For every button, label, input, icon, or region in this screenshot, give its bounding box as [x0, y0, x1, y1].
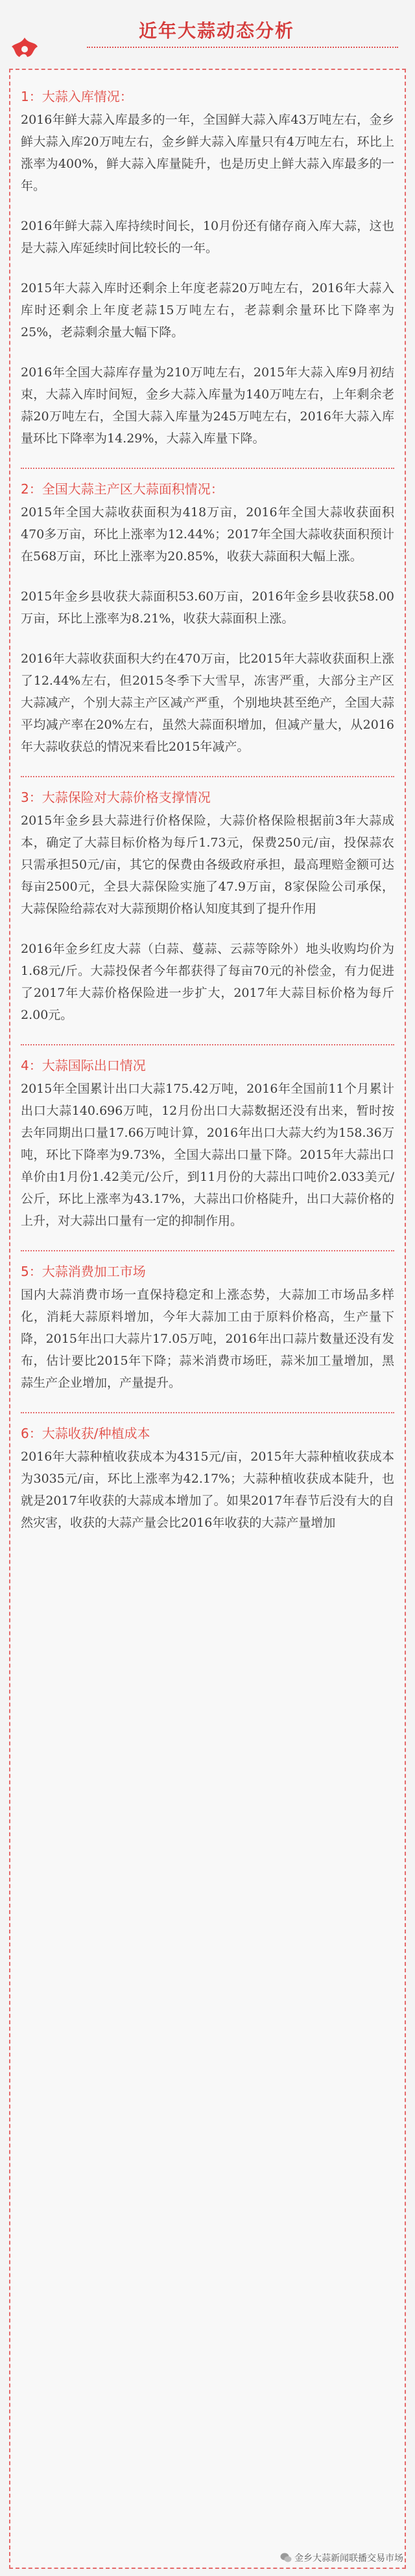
section-5	[21, 1260, 394, 1394]
section-heading: 4：大蒜国际出口情况	[21, 1058, 146, 1073]
section-divider	[21, 776, 394, 777]
paragraph: 2016年大蒜种植收获成本为4315元/亩，2015年大蒜种植收获成本为3035元/亩，环比上涨率为42.17%；大蒜种植收获成本陡升，也就是2017年收获的大蒜成本增加了。如果2017年春节后没有大的自然灾害，收获的大蒜产量会比2016年收获的大蒜产量增加	[21, 1450, 394, 1530]
article-header	[9, 12, 406, 66]
watermark-text: 金乡大蒜新闻联播交易市场	[294, 2553, 403, 2564]
paragraph: 2015年金乡县大蒜进行价格保险，大蒜价格保险根据前3年大蒜成本，确定了大蒜目标价格为每斤1.73元，保费250元/亩，投保蒜农只需承担50元/亩，其它的保费由各级政府承担，最高理赔金额可达每亩2500元，全县大蒜保险实施了47.9万亩，8家保险公司承保，大蒜保险给蒜农对大蒜预期价格认知度其到了提升作用	[21, 814, 394, 916]
section-heading: 2：全国大蒜主产区大蒜面积情况：	[21, 481, 224, 497]
wechat-icon	[280, 2553, 292, 2563]
paragraph: 2015年金乡县收获大蒜面积53.60万亩，2016年金乡县收获58.00万亩，环比上涨率为8.21%，收获大蒜面积上涨。	[21, 589, 394, 626]
section-heading: 3：大蒜保险对大蒜价格支撑情况	[21, 790, 211, 805]
paragraph: 2016年鲜大蒜入库最多的一年，全国鲜大蒜入库43万吨左右，金乡鲜大蒜入库20万吨左右，金乡鲜大蒜入库量只有4万吨左右，环比上涨率为400%，鲜大蒜入库量陡升，也是历史上鲜大蒜入库最多的一年。	[21, 113, 394, 193]
paragraph: 2015年全国累计出口大蒜175.42万吨，2016年全国前11个月累计出口大蒜140.696万吨，12月份出口大蒜数据还没有出来，暂时按去年同期出口量17.66万吨计算，2016年出口大蒜大约为158.36万吨，环比下降率为9.73%，全国大蒜出口量下降。2015年大蒜出口单价由1月份1.42美元/公斤，到11月份的大蒜出口吨价2.033美元/公斤，环比上涨率为43.17%，大蒜出口价格陡升，出口大蒜价格的上升，对大蒜出口量有一定的抑制作用。	[21, 1082, 394, 1228]
section-divider	[21, 1250, 394, 1251]
paragraph: 国内大蒜消费市场一直保持稳定和上涨态势，大蒜加工市场品多样化，消耗大蒜原料增加，今年大蒜加工由于原料价格高，生产量下降，2015年出口大蒜片17.05万吨，2016年出口蒜片数量还没有发布，估计要比2015年下降；蒜米消费市场旺，蒜米加工量增加，黑蒜生产企业增加，产量提升。	[21, 1288, 394, 1390]
section-6	[21, 1422, 394, 1534]
section-4	[21, 1054, 394, 1232]
section-heading: 6：大蒜收获/种植成本	[21, 1426, 150, 1441]
paragraph: 2016年全国大蒜库存量为210万吨左右，2015年大蒜入库9月初结束，大蒜入库时间短，金乡大蒜入库量为140万吨左右，上年剩余老蒜20万吨左右，全国大蒜入库量为245万吨左右，2016年大蒜入库量环比下降率为14.29%，大蒜入库量下降。	[21, 365, 394, 446]
watermark	[280, 2551, 403, 2564]
section-heading: 5：大蒜消费加工市场	[21, 1264, 146, 1279]
content-frame	[9, 69, 406, 2569]
title-divider	[87, 47, 398, 48]
paragraph: 2016年金乡红皮大蒜（白蒜、蔓蒜、云蒜等除外）地头收购均价为1.68元/斤。大蒜投保者今年都获得了每亩70元的补偿金，有力促进了2017年大蒜价格保险进一步扩大，2017年大蒜目标价格为每斤2.00元。	[21, 942, 394, 1022]
section-2	[21, 478, 394, 758]
paragraph: 2015年全国大蒜收获面积为418万亩，2016年全国大蒜收获面积470多万亩，环比上涨率为12.44%；2017年全国大蒜收获面积预计在568万亩，环比上涨率为20.85%，收获大蒜面积大幅上涨。	[21, 505, 394, 564]
section-divider	[21, 1412, 394, 1413]
paragraph: 2016年鲜大蒜入库持续时间长，10月份还有储存商入库大蒜，这也是大蒜入库延续时间比较长的一年。	[21, 219, 394, 255]
section-1	[21, 85, 394, 450]
paragraph: 2016年大蒜收获面积大约在470万亩，比2015年大蒜收获面积上涨了12.44%左右，但2015冬季下大雪早，冻害严重，大部分主产区大蒜减产，个别大蒜主产区减产严重，个别地块甚至绝产，全国大蒜平均减产率在20%左右，虽然大蒜面积增加，但减产量大，从2016年大蒜收获总的情况来看比2015年减产。	[21, 652, 394, 754]
page-title: 近年大蒜动态分析	[139, 20, 295, 41]
red-flower-icon	[9, 35, 40, 63]
section-heading: 1：大蒜入库情况：	[21, 89, 133, 104]
paragraph: 2015年大蒜入库时还剩余上年度老蒜20万吨左右，2016年大蒜入库时还剩余上年度老蒜15万吨左右，老蒜剩余量环比下降率为25%，老蒜剩余量大幅下降。	[21, 281, 394, 339]
section-3	[21, 786, 394, 1026]
section-divider	[21, 1044, 394, 1045]
section-divider	[21, 468, 394, 469]
